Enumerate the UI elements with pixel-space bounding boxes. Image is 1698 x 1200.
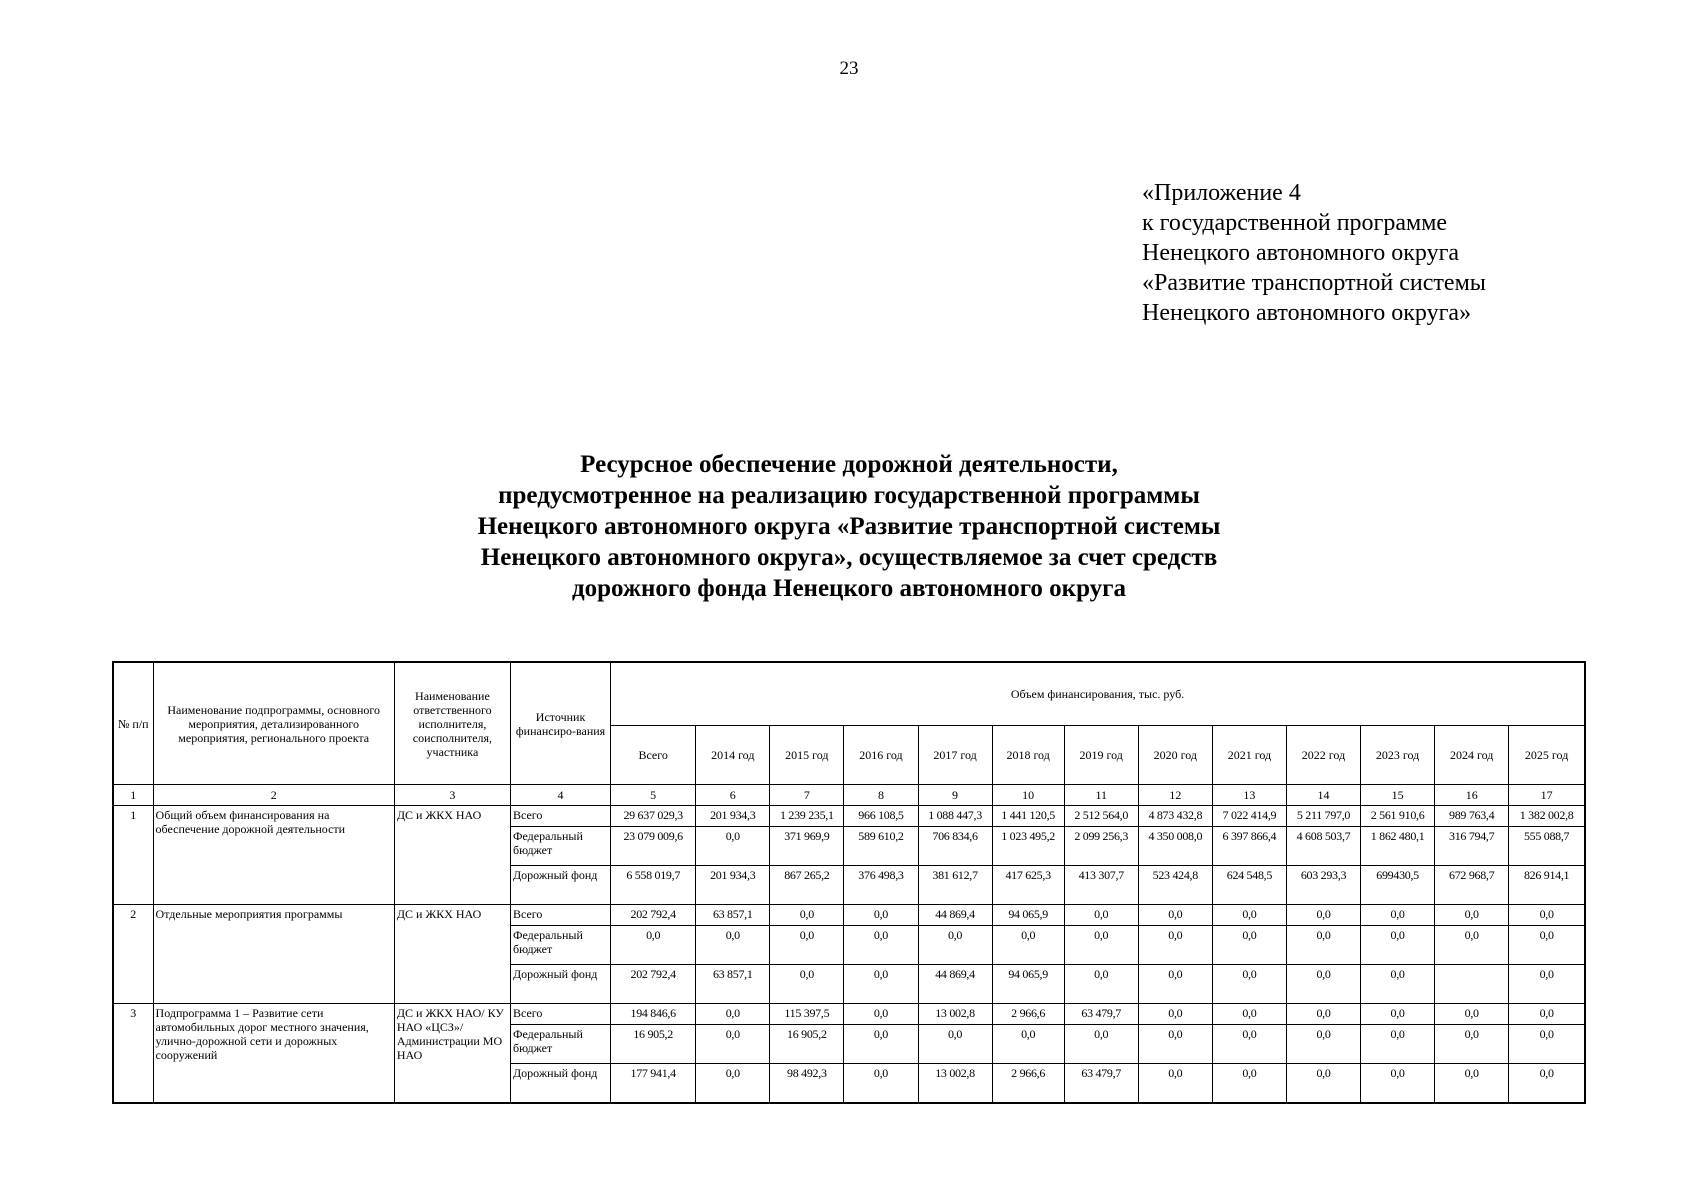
title-line: Ненецкого автономного округа «Развитие транспортной системы (477, 513, 1221, 540)
column-number: 3 (394, 785, 510, 806)
year-value-cell: 13 002,8 (918, 1064, 992, 1104)
year-value-cell: 0,0 (1138, 965, 1212, 1004)
year-value-cell: 0,0 (696, 926, 770, 965)
header-total: Всего (611, 726, 696, 785)
column-number: 11 (1064, 785, 1138, 806)
header-year: 2024 год (1435, 726, 1509, 785)
year-value-cell: 413 307,7 (1064, 866, 1138, 905)
year-value-cell: 0,0 (1509, 926, 1585, 965)
year-value-cell: 0,0 (1435, 926, 1509, 965)
header-executor: Наименование ответственного исполнителя, соисполнителя, участника (394, 662, 510, 785)
year-value-cell: 0,0 (1212, 1064, 1286, 1104)
year-value-cell: 13 002,8 (918, 1004, 992, 1025)
title-line: Ресурсное обеспечение дорожной деятельности, (580, 451, 1118, 478)
year-value-cell: 0,0 (1435, 1025, 1509, 1064)
year-value-cell: 624 548,5 (1212, 866, 1286, 905)
financing-table (112, 661, 1586, 1104)
year-value-cell: 1 862 480,1 (1361, 827, 1435, 866)
appendix-line: Ненецкого автономного округа» (1142, 300, 1472, 326)
total-value-cell: 29 637 029,3 (611, 806, 696, 827)
total-value-cell: 202 792,4 (611, 965, 696, 1004)
year-value-cell: 0,0 (1361, 926, 1435, 965)
year-value-cell: 0,0 (1509, 1025, 1585, 1064)
year-value-cell: 1 023 495,2 (992, 827, 1064, 866)
funding-source: Дорожный фонд (510, 1064, 610, 1104)
column-number: 13 (1212, 785, 1286, 806)
year-value-cell: 98 492,3 (770, 1064, 844, 1104)
header-year: 2021 год (1212, 726, 1286, 785)
column-number: 15 (1361, 785, 1435, 806)
header-year: 2014 год (696, 726, 770, 785)
year-value-cell: 0,0 (1064, 965, 1138, 1004)
year-value-cell: 44 869,4 (918, 965, 992, 1004)
year-value-cell: 0,0 (1138, 1004, 1212, 1025)
year-value-cell: 115 397,5 (770, 1004, 844, 1025)
header-name: Наименование подпрограммы, основного мероприятия, детализированного мероприятия, регионального проекта (153, 662, 394, 785)
column-number: 6 (696, 785, 770, 806)
year-value-cell: 0,0 (770, 965, 844, 1004)
year-value-cell: 4 350 008,0 (1138, 827, 1212, 866)
year-value-cell: 0,0 (1509, 1004, 1585, 1025)
year-value-cell: 0,0 (696, 1064, 770, 1104)
year-value-cell: 201 934,3 (696, 806, 770, 827)
column-number: 12 (1138, 785, 1212, 806)
table-header (113, 662, 1585, 806)
year-value-cell: 7 022 414,9 (1212, 806, 1286, 827)
year-value-cell: 0,0 (1286, 1025, 1360, 1064)
year-value-cell: 603 293,3 (1286, 866, 1360, 905)
header-year: 2022 год (1286, 726, 1360, 785)
year-value-cell: 316 794,7 (1435, 827, 1509, 866)
document-title (0, 449, 1698, 604)
title-line: дорожного фонда Ненецкого автономного округа (571, 575, 1127, 602)
year-value-cell: 2 099 256,3 (1064, 827, 1138, 866)
row-name: Общий объем финансирования на обеспечение дорожной деятельности (153, 806, 394, 905)
year-value-cell: 0,0 (992, 926, 1064, 965)
year-value-cell: 0,0 (1361, 905, 1435, 926)
year-value-cell: 381 612,7 (918, 866, 992, 905)
row-name: Отдельные мероприятия программы (153, 905, 394, 1004)
funding-source: Дорожный фонд (510, 965, 610, 1004)
year-value-cell: 94 065,9 (992, 965, 1064, 1004)
year-value-cell: 699430,5 (1361, 866, 1435, 905)
column-number: 17 (1509, 785, 1585, 806)
funding-source: Федеральный бюджет (510, 827, 610, 866)
total-value-cell: 23 079 009,6 (611, 827, 696, 866)
page-number: 23 (839, 58, 859, 79)
year-value-cell: 0,0 (844, 926, 918, 965)
year-value-cell: 5 211 797,0 (1286, 806, 1360, 827)
year-value-cell: 0,0 (1212, 905, 1286, 926)
year-value-cell: 0,0 (696, 1025, 770, 1064)
table-row (113, 1004, 1585, 1025)
year-value-cell: 0,0 (844, 1004, 918, 1025)
row-number: 3 (113, 1004, 153, 1104)
header-source: Источник финансиро-вания (510, 662, 610, 785)
year-value-cell: 2 966,6 (992, 1064, 1064, 1104)
row-executor: ДС и ЖКХ НАО (394, 806, 510, 905)
year-value-cell: 0,0 (1064, 905, 1138, 926)
year-value-cell: 0,0 (1286, 905, 1360, 926)
year-value-cell: 0,0 (1435, 1064, 1509, 1104)
year-value-cell: 0,0 (1138, 1025, 1212, 1064)
year-value-cell: 867 265,2 (770, 866, 844, 905)
header-year: 2023 год (1361, 726, 1435, 785)
year-value-cell (1435, 965, 1509, 1004)
funding-source: Всего (510, 905, 610, 926)
year-value-cell: 826 914,1 (1509, 866, 1585, 905)
column-number: 10 (992, 785, 1064, 806)
row-number: 1 (113, 806, 153, 905)
year-value-cell: 706 834,6 (918, 827, 992, 866)
year-value-cell: 672 968,7 (1435, 866, 1509, 905)
year-value-cell: 0,0 (696, 1004, 770, 1025)
appendix-line: «Приложение 4 (1142, 180, 1301, 206)
year-value-cell: 0,0 (992, 1025, 1064, 1064)
year-value-cell: 63 857,1 (696, 905, 770, 926)
header-year: 2020 год (1138, 726, 1212, 785)
year-value-cell: 0,0 (1286, 965, 1360, 1004)
year-value-cell: 0,0 (1361, 1064, 1435, 1104)
year-value-cell: 4 608 503,7 (1286, 827, 1360, 866)
year-value-cell: 63 479,7 (1064, 1064, 1138, 1104)
row-executor: ДС и ЖКХ НАО (394, 905, 510, 1004)
year-value-cell: 0,0 (1361, 965, 1435, 1004)
column-number: 5 (611, 785, 696, 806)
year-value-cell: 1 441 120,5 (992, 806, 1064, 827)
header-num: № п/п (113, 662, 153, 785)
row-number: 2 (113, 905, 153, 1004)
year-value-cell: 0,0 (1212, 926, 1286, 965)
year-value-cell: 0,0 (1509, 965, 1585, 1004)
total-value-cell: 16 905,2 (611, 1025, 696, 1064)
year-value-cell: 0,0 (1435, 1004, 1509, 1025)
title-line: Ненецкого автономного округа», осуществляемое за счет средств (480, 544, 1218, 571)
year-value-cell: 0,0 (770, 926, 844, 965)
column-number: 16 (1435, 785, 1509, 806)
year-value-cell: 201 934,3 (696, 866, 770, 905)
year-value-cell: 0,0 (770, 905, 844, 926)
year-value-cell: 0,0 (1286, 1064, 1360, 1104)
header-year: 2018 год (992, 726, 1064, 785)
year-value-cell: 1 382 002,8 (1509, 806, 1585, 827)
header-year: 2016 год (844, 726, 918, 785)
year-value-cell: 989 763,4 (1435, 806, 1509, 827)
year-value-cell: 523 424,8 (1138, 866, 1212, 905)
year-value-cell: 0,0 (1435, 905, 1509, 926)
year-value-cell: 376 498,3 (844, 866, 918, 905)
year-value-cell: 589 610,2 (844, 827, 918, 866)
year-value-cell: 4 873 432,8 (1138, 806, 1212, 827)
year-value-cell: 0,0 (918, 926, 992, 965)
row-name: Подпрограмма 1 – Развитие сети автомобильных дорог местного значения, улично-дорожной сети и дорожных сооружений (153, 1004, 394, 1104)
title-line: предусмотренное на реализацию государственной программы (498, 482, 1200, 509)
year-value-cell: 63 479,7 (1064, 1004, 1138, 1025)
year-value-cell: 0,0 (844, 1025, 918, 1064)
year-value-cell: 417 625,3 (992, 866, 1064, 905)
year-value-cell: 63 857,1 (696, 965, 770, 1004)
year-value-cell: 16 905,2 (770, 1025, 844, 1064)
column-number: 7 (770, 785, 844, 806)
funding-source: Дорожный фонд (510, 866, 610, 905)
year-value-cell: 0,0 (1212, 1004, 1286, 1025)
column-number: 1 (113, 785, 153, 806)
year-value-cell: 2 966,6 (992, 1004, 1064, 1025)
year-value-cell: 0,0 (1286, 926, 1360, 965)
year-value-cell: 0,0 (1064, 1025, 1138, 1064)
column-number: 14 (1286, 785, 1360, 806)
year-value-cell: 6 397 866,4 (1212, 827, 1286, 866)
year-value-cell: 0,0 (844, 1064, 918, 1104)
total-value-cell: 177 941,4 (611, 1064, 696, 1104)
row-executor: ДС и ЖКХ НАО/ КУ НАО «ЦСЗ»/ Администрации МО НАО (394, 1004, 510, 1104)
table-body (113, 806, 1585, 1104)
column-number: 8 (844, 785, 918, 806)
table-row (113, 806, 1585, 827)
header-year: 2015 год (770, 726, 844, 785)
total-value-cell: 202 792,4 (611, 905, 696, 926)
table-row (113, 905, 1585, 926)
column-numbers-row (113, 785, 1585, 806)
year-value-cell: 0,0 (1509, 905, 1585, 926)
column-number: 2 (153, 785, 394, 806)
year-value-cell: 555 088,7 (1509, 827, 1585, 866)
year-value-cell: 0,0 (844, 965, 918, 1004)
year-value-cell: 0,0 (1212, 965, 1286, 1004)
year-value-cell: 0,0 (1361, 1004, 1435, 1025)
appendix-reference (1142, 178, 1486, 328)
year-value-cell: 0,0 (696, 827, 770, 866)
total-value-cell: 6 558 019,7 (611, 866, 696, 905)
funding-source: Федеральный бюджет (510, 926, 610, 965)
header-year: 2025 год (1509, 726, 1585, 785)
column-number: 9 (918, 785, 992, 806)
year-value-cell: 0,0 (1064, 926, 1138, 965)
year-value-cell: 371 969,9 (770, 827, 844, 866)
appendix-line: к государственной программе (1142, 210, 1448, 236)
header-volume: Объем финансирования, тыс. руб. (611, 662, 1585, 726)
year-value-cell: 0,0 (1212, 1025, 1286, 1064)
year-value-cell: 94 065,9 (992, 905, 1064, 926)
year-value-cell: 0,0 (1138, 926, 1212, 965)
year-value-cell: 2 512 564,0 (1064, 806, 1138, 827)
year-value-cell: 1 088 447,3 (918, 806, 992, 827)
total-value-cell: 0,0 (611, 926, 696, 965)
year-value-cell: 0,0 (1286, 1004, 1360, 1025)
year-value-cell: 1 239 235,1 (770, 806, 844, 827)
year-value-cell: 0,0 (1509, 1064, 1585, 1104)
column-number: 4 (510, 785, 610, 806)
total-value-cell: 194 846,6 (611, 1004, 696, 1025)
year-value-cell: 966 108,5 (844, 806, 918, 827)
header-year: 2019 год (1064, 726, 1138, 785)
header-year: 2017 год (918, 726, 992, 785)
year-value-cell: 0,0 (918, 1025, 992, 1064)
appendix-line: Ненецкого автономного округа (1142, 240, 1460, 266)
year-value-cell: 2 561 910,6 (1361, 806, 1435, 827)
appendix-line: «Развитие транспортной системы (1142, 270, 1486, 296)
funding-source: Всего (510, 806, 610, 827)
year-value-cell: 0,0 (1138, 905, 1212, 926)
funding-source: Всего (510, 1004, 610, 1025)
year-value-cell: 0,0 (1361, 1025, 1435, 1064)
year-value-cell: 0,0 (844, 905, 918, 926)
year-value-cell: 0,0 (1138, 1064, 1212, 1104)
funding-source: Федеральный бюджет (510, 1025, 610, 1064)
year-value-cell: 44 869,4 (918, 905, 992, 926)
